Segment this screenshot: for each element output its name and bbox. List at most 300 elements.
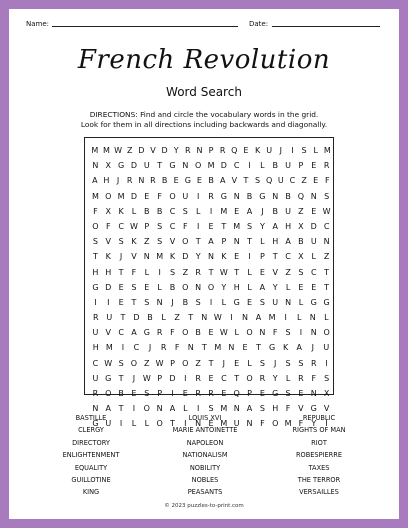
grid-letter[interactable]: B: [208, 176, 214, 186]
grid-letter[interactable]: N: [92, 404, 99, 414]
grid-letter[interactable]: E: [243, 146, 249, 155]
grid-letter[interactable]: N: [143, 252, 150, 262]
grid-letter[interactable]: S: [285, 358, 291, 368]
grid-letter[interactable]: U: [143, 161, 150, 171]
grid-letter[interactable]: X: [298, 221, 304, 231]
grid-letter[interactable]: E: [311, 282, 317, 292]
grid-letter[interactable]: O: [156, 419, 163, 429]
grid-letter[interactable]: M: [105, 343, 113, 353]
grid-letter[interactable]: U: [182, 191, 189, 201]
grid-letter[interactable]: S: [259, 358, 265, 368]
grid-letter[interactable]: R: [92, 389, 99, 398]
grid-letter[interactable]: L: [260, 161, 265, 171]
grid-letter[interactable]: S: [324, 373, 330, 383]
grid-letter[interactable]: W: [142, 373, 151, 383]
grid-letter[interactable]: R: [195, 373, 201, 383]
grid-letter[interactable]: D: [169, 373, 176, 383]
grid-letter[interactable]: B: [144, 206, 150, 216]
grid-letter[interactable]: B: [246, 191, 253, 201]
grid-letter[interactable]: M: [102, 146, 110, 155]
grid-letter[interactable]: C: [118, 328, 124, 338]
grid-letter[interactable]: S: [255, 176, 261, 186]
grid-letter[interactable]: N: [208, 252, 214, 262]
grid-letter[interactable]: L: [298, 297, 304, 307]
grid-letter[interactable]: T: [208, 358, 214, 368]
grid-letter[interactable]: E: [131, 389, 137, 398]
grid-letter[interactable]: J: [171, 297, 174, 307]
grid-letter[interactable]: L: [157, 282, 162, 292]
grid-letter[interactable]: G: [169, 161, 176, 171]
grid-letter[interactable]: M: [220, 419, 228, 429]
grid-letter[interactable]: N: [233, 237, 240, 247]
grid-letter[interactable]: K: [169, 252, 176, 262]
grid-letter[interactable]: H: [233, 282, 240, 292]
grid-letter[interactable]: S: [285, 328, 291, 338]
grid-letter[interactable]: U: [323, 343, 330, 353]
grid-letter[interactable]: I: [196, 404, 200, 414]
grid-letter[interactable]: F: [325, 176, 330, 186]
grid-letter[interactable]: U: [106, 313, 113, 323]
grid-letter[interactable]: U: [92, 373, 99, 383]
grid-letter[interactable]: D: [310, 221, 317, 231]
grid-letter[interactable]: F: [272, 328, 278, 338]
grid-letter[interactable]: S: [208, 404, 214, 414]
grid-letter[interactable]: U: [285, 161, 291, 171]
grid-letter[interactable]: E: [311, 161, 317, 171]
grid-letter[interactable]: S: [144, 297, 150, 307]
grid-letter[interactable]: E: [221, 389, 227, 398]
grid-letter[interactable]: E: [196, 176, 202, 186]
grid-letter[interactable]: M: [323, 146, 331, 155]
grid-letter[interactable]: S: [131, 282, 137, 292]
grid-letter[interactable]: V: [105, 237, 111, 247]
grid-letter[interactable]: A: [131, 328, 137, 338]
grid-letter[interactable]: T: [188, 313, 194, 323]
grid-letter[interactable]: S: [169, 267, 176, 277]
grid-letter[interactable]: E: [234, 206, 240, 216]
grid-letter[interactable]: O: [105, 389, 112, 398]
grid-letter[interactable]: I: [184, 419, 187, 429]
grid-letter[interactable]: L: [260, 237, 265, 247]
grid-letter[interactable]: C: [310, 267, 317, 277]
grid-letter[interactable]: G: [268, 343, 276, 353]
grid-letter[interactable]: F: [298, 419, 304, 429]
grid-letter[interactable]: G: [220, 191, 227, 201]
grid-letter[interactable]: E: [208, 328, 214, 338]
grid-letter[interactable]: S: [144, 389, 150, 398]
grid-letter[interactable]: N: [272, 191, 279, 201]
grid-letter[interactable]: T: [157, 161, 163, 171]
grid-letter[interactable]: I: [325, 358, 328, 368]
grid-letter[interactable]: L: [313, 146, 318, 155]
grid-letter[interactable]: G: [92, 282, 99, 292]
grid-letter[interactable]: B: [169, 282, 176, 292]
grid-letter[interactable]: N: [156, 404, 163, 414]
grid-letter[interactable]: Y: [311, 419, 317, 429]
grid-letter[interactable]: G: [310, 297, 317, 307]
grid-letter[interactable]: A: [259, 282, 266, 292]
grid-letter[interactable]: E: [242, 343, 248, 353]
grid-letter[interactable]: B: [272, 161, 278, 171]
grid-letter[interactable]: S: [118, 237, 124, 247]
grid-letter[interactable]: F: [170, 328, 175, 338]
grid-letter[interactable]: F: [285, 404, 291, 414]
grid-letter[interactable]: I: [230, 313, 233, 323]
grid-letter[interactable]: I: [291, 146, 294, 155]
grid-letter[interactable]: G: [105, 373, 112, 383]
grid-letter[interactable]: W: [114, 146, 123, 155]
grid-letter[interactable]: U: [277, 176, 284, 186]
grid-letter[interactable]: I: [171, 389, 174, 398]
grid-letter[interactable]: A: [169, 404, 176, 414]
grid-letter[interactable]: O: [92, 221, 99, 231]
grid-letter[interactable]: Q: [297, 191, 305, 201]
grid-letter[interactable]: P: [259, 252, 265, 262]
grid-letter[interactable]: R: [323, 161, 330, 171]
grid-letter[interactable]: K: [105, 252, 111, 262]
grid-letter[interactable]: R: [208, 191, 214, 201]
grid-letter[interactable]: A: [105, 404, 111, 414]
grid-letter[interactable]: L: [285, 373, 291, 383]
grid-letter[interactable]: E: [311, 206, 317, 216]
grid-letter[interactable]: E: [298, 282, 304, 292]
grid-letter[interactable]: A: [255, 313, 262, 323]
grid-letter[interactable]: I: [248, 161, 251, 171]
grid-letter[interactable]: Z: [182, 267, 189, 277]
grid-letter[interactable]: I: [107, 297, 110, 307]
grid-letter[interactable]: B: [161, 176, 168, 186]
grid-letter[interactable]: M: [156, 252, 164, 262]
grid-letter[interactable]: C: [289, 176, 296, 186]
grid-letter[interactable]: J: [311, 343, 314, 353]
grid-letter[interactable]: N: [323, 237, 330, 247]
grid-letter[interactable]: M: [284, 419, 292, 429]
grid-letter[interactable]: X: [105, 161, 111, 171]
grid-letter[interactable]: M: [117, 191, 125, 201]
grid-letter[interactable]: R: [126, 176, 133, 186]
grid-letter[interactable]: G: [323, 297, 330, 307]
grid-letter[interactable]: J: [261, 206, 264, 216]
grid-letter[interactable]: L: [285, 282, 291, 292]
grid-letter[interactable]: N: [196, 146, 203, 155]
grid-letter[interactable]: G: [184, 176, 191, 186]
grid-letter[interactable]: P: [157, 373, 163, 383]
grid-letter[interactable]: X: [298, 252, 304, 262]
grid-letter[interactable]: I: [94, 297, 97, 307]
grid-letter[interactable]: W: [155, 358, 164, 368]
grid-letter[interactable]: W: [219, 267, 228, 277]
grid-letter[interactable]: N: [92, 161, 99, 171]
grid-letter[interactable]: O: [246, 328, 253, 338]
grid-letter[interactable]: H: [103, 176, 110, 186]
grid-letter[interactable]: M: [214, 343, 222, 353]
grid-letter[interactable]: F: [93, 206, 98, 216]
grid-letter[interactable]: K: [131, 237, 137, 247]
grid-letter[interactable]: T: [118, 404, 124, 414]
grid-letter[interactable]: E: [234, 358, 240, 368]
grid-letter[interactable]: L: [247, 358, 252, 368]
grid-letter[interactable]: O: [272, 419, 279, 429]
grid-letter[interactable]: V: [231, 176, 238, 186]
grid-letter[interactable]: W: [104, 358, 113, 368]
grid-letter[interactable]: W: [213, 313, 222, 323]
grid-letter[interactable]: N: [310, 191, 317, 201]
grid-letter[interactable]: F: [174, 343, 180, 353]
grid-letter[interactable]: H: [272, 237, 279, 247]
grid-letter[interactable]: Q: [231, 146, 238, 155]
grid-letter[interactable]: D: [138, 146, 145, 155]
grid-letter[interactable]: H: [272, 404, 279, 414]
grid-letter[interactable]: O: [105, 191, 112, 201]
grid-letter[interactable]: I: [284, 313, 287, 323]
grid-letter[interactable]: P: [170, 358, 175, 368]
grid-letter[interactable]: L: [324, 313, 329, 323]
grid-letter[interactable]: N: [241, 313, 248, 323]
grid-letter[interactable]: O: [169, 191, 176, 201]
grid-letter[interactable]: I: [196, 221, 200, 231]
grid-letter[interactable]: G: [233, 297, 240, 307]
grid-letter[interactable]: T: [272, 252, 278, 262]
grid-letter[interactable]: C: [323, 221, 330, 231]
grid-letter[interactable]: N: [259, 328, 266, 338]
grid-letter[interactable]: V: [323, 404, 330, 414]
grid-letter[interactable]: N: [285, 297, 292, 307]
grid-letter[interactable]: E: [298, 389, 304, 398]
grid-letter[interactable]: I: [299, 328, 303, 338]
grid-letter[interactable]: G: [310, 404, 317, 414]
grid-letter[interactable]: L: [311, 252, 316, 262]
grid-letter[interactable]: I: [196, 191, 200, 201]
grid-letter[interactable]: A: [208, 237, 214, 247]
grid-letter[interactable]: T: [324, 282, 330, 292]
grid-letter[interactable]: O: [323, 328, 330, 338]
grid-letter[interactable]: N: [187, 343, 194, 353]
grid-letter[interactable]: W: [219, 328, 228, 338]
grid-letter[interactable]: U: [272, 297, 279, 307]
grid-letter[interactable]: J: [116, 176, 120, 186]
grid-letter[interactable]: E: [182, 389, 188, 398]
grid-letter[interactable]: O: [143, 404, 150, 414]
grid-letter[interactable]: S: [118, 358, 124, 368]
grid-letter[interactable]: L: [195, 206, 201, 216]
grid-letter[interactable]: E: [208, 221, 214, 231]
grid-letter[interactable]: O: [182, 328, 189, 338]
grid-letter[interactable]: T: [234, 373, 240, 383]
grid-letter[interactable]: U: [266, 146, 273, 155]
grid-letter[interactable]: G: [259, 191, 266, 201]
grid-letter[interactable]: N: [195, 282, 202, 292]
grid-letter[interactable]: N: [195, 419, 202, 429]
grid-letter[interactable]: F: [131, 267, 137, 277]
grid-letter[interactable]: Y: [259, 221, 265, 231]
grid-letter[interactable]: I: [184, 373, 187, 383]
grid-letter[interactable]: E: [313, 176, 319, 186]
grid-letter[interactable]: N: [182, 161, 189, 171]
grid-letter[interactable]: V: [105, 328, 111, 338]
grid-letter[interactable]: X: [105, 206, 111, 216]
grid-letter[interactable]: V: [150, 146, 156, 155]
grid-letter[interactable]: U: [310, 237, 317, 247]
grid-letter[interactable]: N: [310, 328, 317, 338]
grid-letter[interactable]: C: [92, 358, 99, 368]
grid-letter[interactable]: I: [248, 252, 251, 262]
grid-letter[interactable]: F: [311, 373, 317, 383]
grid-letter[interactable]: W: [129, 221, 138, 231]
grid-letter[interactable]: M: [207, 161, 215, 171]
grid-letter[interactable]: L: [247, 267, 252, 277]
grid-letter[interactable]: R: [160, 343, 167, 353]
grid-letter[interactable]: D: [130, 191, 138, 201]
grid-letter[interactable]: K: [221, 252, 227, 262]
grid-letter[interactable]: T: [170, 419, 175, 429]
grid-letter[interactable]: U: [105, 419, 112, 429]
grid-letter[interactable]: L: [183, 404, 188, 414]
grid-letter[interactable]: W: [322, 206, 331, 216]
grid-letter[interactable]: O: [195, 161, 202, 171]
grid-letter[interactable]: N: [233, 191, 240, 201]
grid-letter[interactable]: T: [118, 267, 124, 277]
grid-letter[interactable]: D: [182, 252, 189, 262]
grid-letter[interactable]: N: [309, 313, 316, 323]
grid-letter[interactable]: F: [183, 221, 188, 231]
grid-letter[interactable]: L: [131, 419, 137, 429]
grid-letter[interactable]: T: [118, 373, 124, 383]
grid-letter[interactable]: O: [182, 237, 189, 247]
grid-letter[interactable]: T: [247, 237, 252, 247]
grid-letter[interactable]: S: [157, 221, 163, 231]
grid-letter[interactable]: K: [118, 206, 124, 216]
grid-letter[interactable]: E: [247, 297, 253, 307]
grid-letter[interactable]: O: [130, 358, 138, 368]
grid-letter[interactable]: U: [233, 419, 240, 429]
grid-letter[interactable]: R: [310, 358, 317, 368]
grid-letter[interactable]: Z: [195, 358, 201, 368]
grid-letter[interactable]: B: [156, 206, 163, 216]
grid-letter[interactable]: Z: [301, 176, 307, 186]
grid-letter[interactable]: Y: [221, 282, 227, 292]
grid-letter[interactable]: M: [220, 206, 228, 216]
grid-letter[interactable]: D: [105, 282, 112, 292]
grid-letter[interactable]: S: [92, 237, 98, 247]
grid-letter[interactable]: Y: [272, 282, 278, 292]
grid-letter[interactable]: G: [143, 328, 150, 338]
grid-letter[interactable]: S: [259, 404, 265, 414]
grid-letter[interactable]: A: [246, 404, 253, 414]
grid-letter[interactable]: R: [298, 373, 304, 383]
grid-letter[interactable]: C: [118, 221, 124, 231]
grid-letter[interactable]: T: [201, 343, 207, 353]
grid-letter[interactable]: F: [105, 221, 111, 231]
grid-letter[interactable]: C: [133, 343, 140, 353]
grid-letter[interactable]: L: [247, 282, 252, 292]
grid-letter[interactable]: J: [132, 373, 136, 383]
grid-letter[interactable]: H: [92, 343, 99, 353]
grid-letter[interactable]: O: [246, 373, 253, 383]
grid-letter[interactable]: D: [161, 146, 168, 155]
grid-letter[interactable]: A: [296, 343, 302, 353]
grid-letter[interactable]: A: [92, 176, 98, 186]
grid-letter[interactable]: V: [272, 267, 278, 277]
grid-letter[interactable]: C: [221, 373, 227, 383]
grid-letter[interactable]: E: [173, 176, 179, 186]
grid-letter[interactable]: F: [157, 191, 162, 201]
grid-letter[interactable]: A: [285, 237, 291, 247]
grid-letter[interactable]: L: [161, 313, 166, 323]
grid-letter[interactable]: P: [157, 389, 163, 398]
grid-letter[interactable]: E: [208, 419, 214, 429]
grid-letter[interactable]: S: [157, 237, 163, 247]
grid-letter[interactable]: I: [209, 206, 213, 216]
grid-letter[interactable]: Z: [144, 358, 150, 368]
grid-letter[interactable]: P: [298, 161, 304, 171]
grid-letter[interactable]: S: [247, 221, 253, 231]
grid-letter[interactable]: J: [274, 358, 277, 368]
grid-letter[interactable]: M: [233, 221, 241, 231]
grid-letter[interactable]: B: [118, 389, 124, 398]
grid-letter[interactable]: B: [182, 297, 189, 307]
grid-letter[interactable]: G: [92, 419, 99, 429]
grid-letter[interactable]: K: [254, 146, 261, 155]
grid-letter[interactable]: L: [144, 267, 150, 277]
grid-letter[interactable]: D: [130, 161, 138, 171]
grid-letter[interactable]: L: [296, 313, 302, 323]
grid-letter[interactable]: T: [92, 252, 98, 262]
grid-letter[interactable]: L: [131, 206, 137, 216]
grid-letter[interactable]: P: [144, 221, 150, 231]
grid-letter[interactable]: T: [243, 176, 249, 186]
grid-letter[interactable]: R: [208, 389, 214, 398]
grid-letter[interactable]: V: [131, 252, 137, 262]
grid-letter[interactable]: B: [272, 206, 278, 216]
grid-letter[interactable]: R: [219, 146, 226, 155]
grid-letter[interactable]: N: [228, 343, 235, 353]
grid-letter[interactable]: C: [233, 161, 240, 171]
grid-letter[interactable]: Y: [272, 373, 278, 383]
grid-letter[interactable]: R: [93, 313, 99, 323]
grid-letter[interactable]: D: [220, 161, 227, 171]
grid-letter[interactable]: S: [301, 146, 307, 155]
grid-letter[interactable]: J: [279, 146, 282, 155]
grid-letter[interactable]: M: [91, 146, 99, 155]
grid-letter[interactable]: S: [298, 267, 304, 277]
grid-letter[interactable]: T: [131, 297, 137, 307]
grid-letter[interactable]: Z: [174, 313, 180, 323]
grid-letter[interactable]: X: [323, 389, 330, 398]
grid-letter[interactable]: R: [156, 328, 163, 338]
grid-letter[interactable]: S: [298, 358, 304, 368]
grid-letter[interactable]: E: [144, 191, 150, 201]
grid-letter[interactable]: E: [118, 297, 124, 307]
grid-letter[interactable]: R: [259, 373, 266, 383]
grid-letter[interactable]: O: [207, 282, 215, 292]
grid-letter[interactable]: O: [182, 358, 189, 368]
grid-letter[interactable]: T: [256, 343, 261, 353]
grid-letter[interactable]: E: [118, 282, 124, 292]
grid-letter[interactable]: J: [119, 252, 123, 262]
grid-letter[interactable]: B: [285, 191, 291, 201]
grid-letter[interactable]: J: [148, 343, 152, 353]
grid-letter[interactable]: R: [195, 267, 201, 277]
grid-letter[interactable]: B: [147, 313, 153, 323]
grid-letter[interactable]: U: [285, 206, 291, 216]
grid-letter[interactable]: S: [195, 297, 201, 307]
grid-letter[interactable]: M: [91, 191, 99, 201]
grid-letter[interactable]: L: [221, 297, 227, 307]
grid-letter[interactable]: R: [150, 176, 156, 186]
grid-letter[interactable]: F: [260, 419, 265, 429]
grid-letter[interactable]: E: [259, 267, 265, 277]
grid-letter[interactable]: Y: [173, 146, 179, 155]
